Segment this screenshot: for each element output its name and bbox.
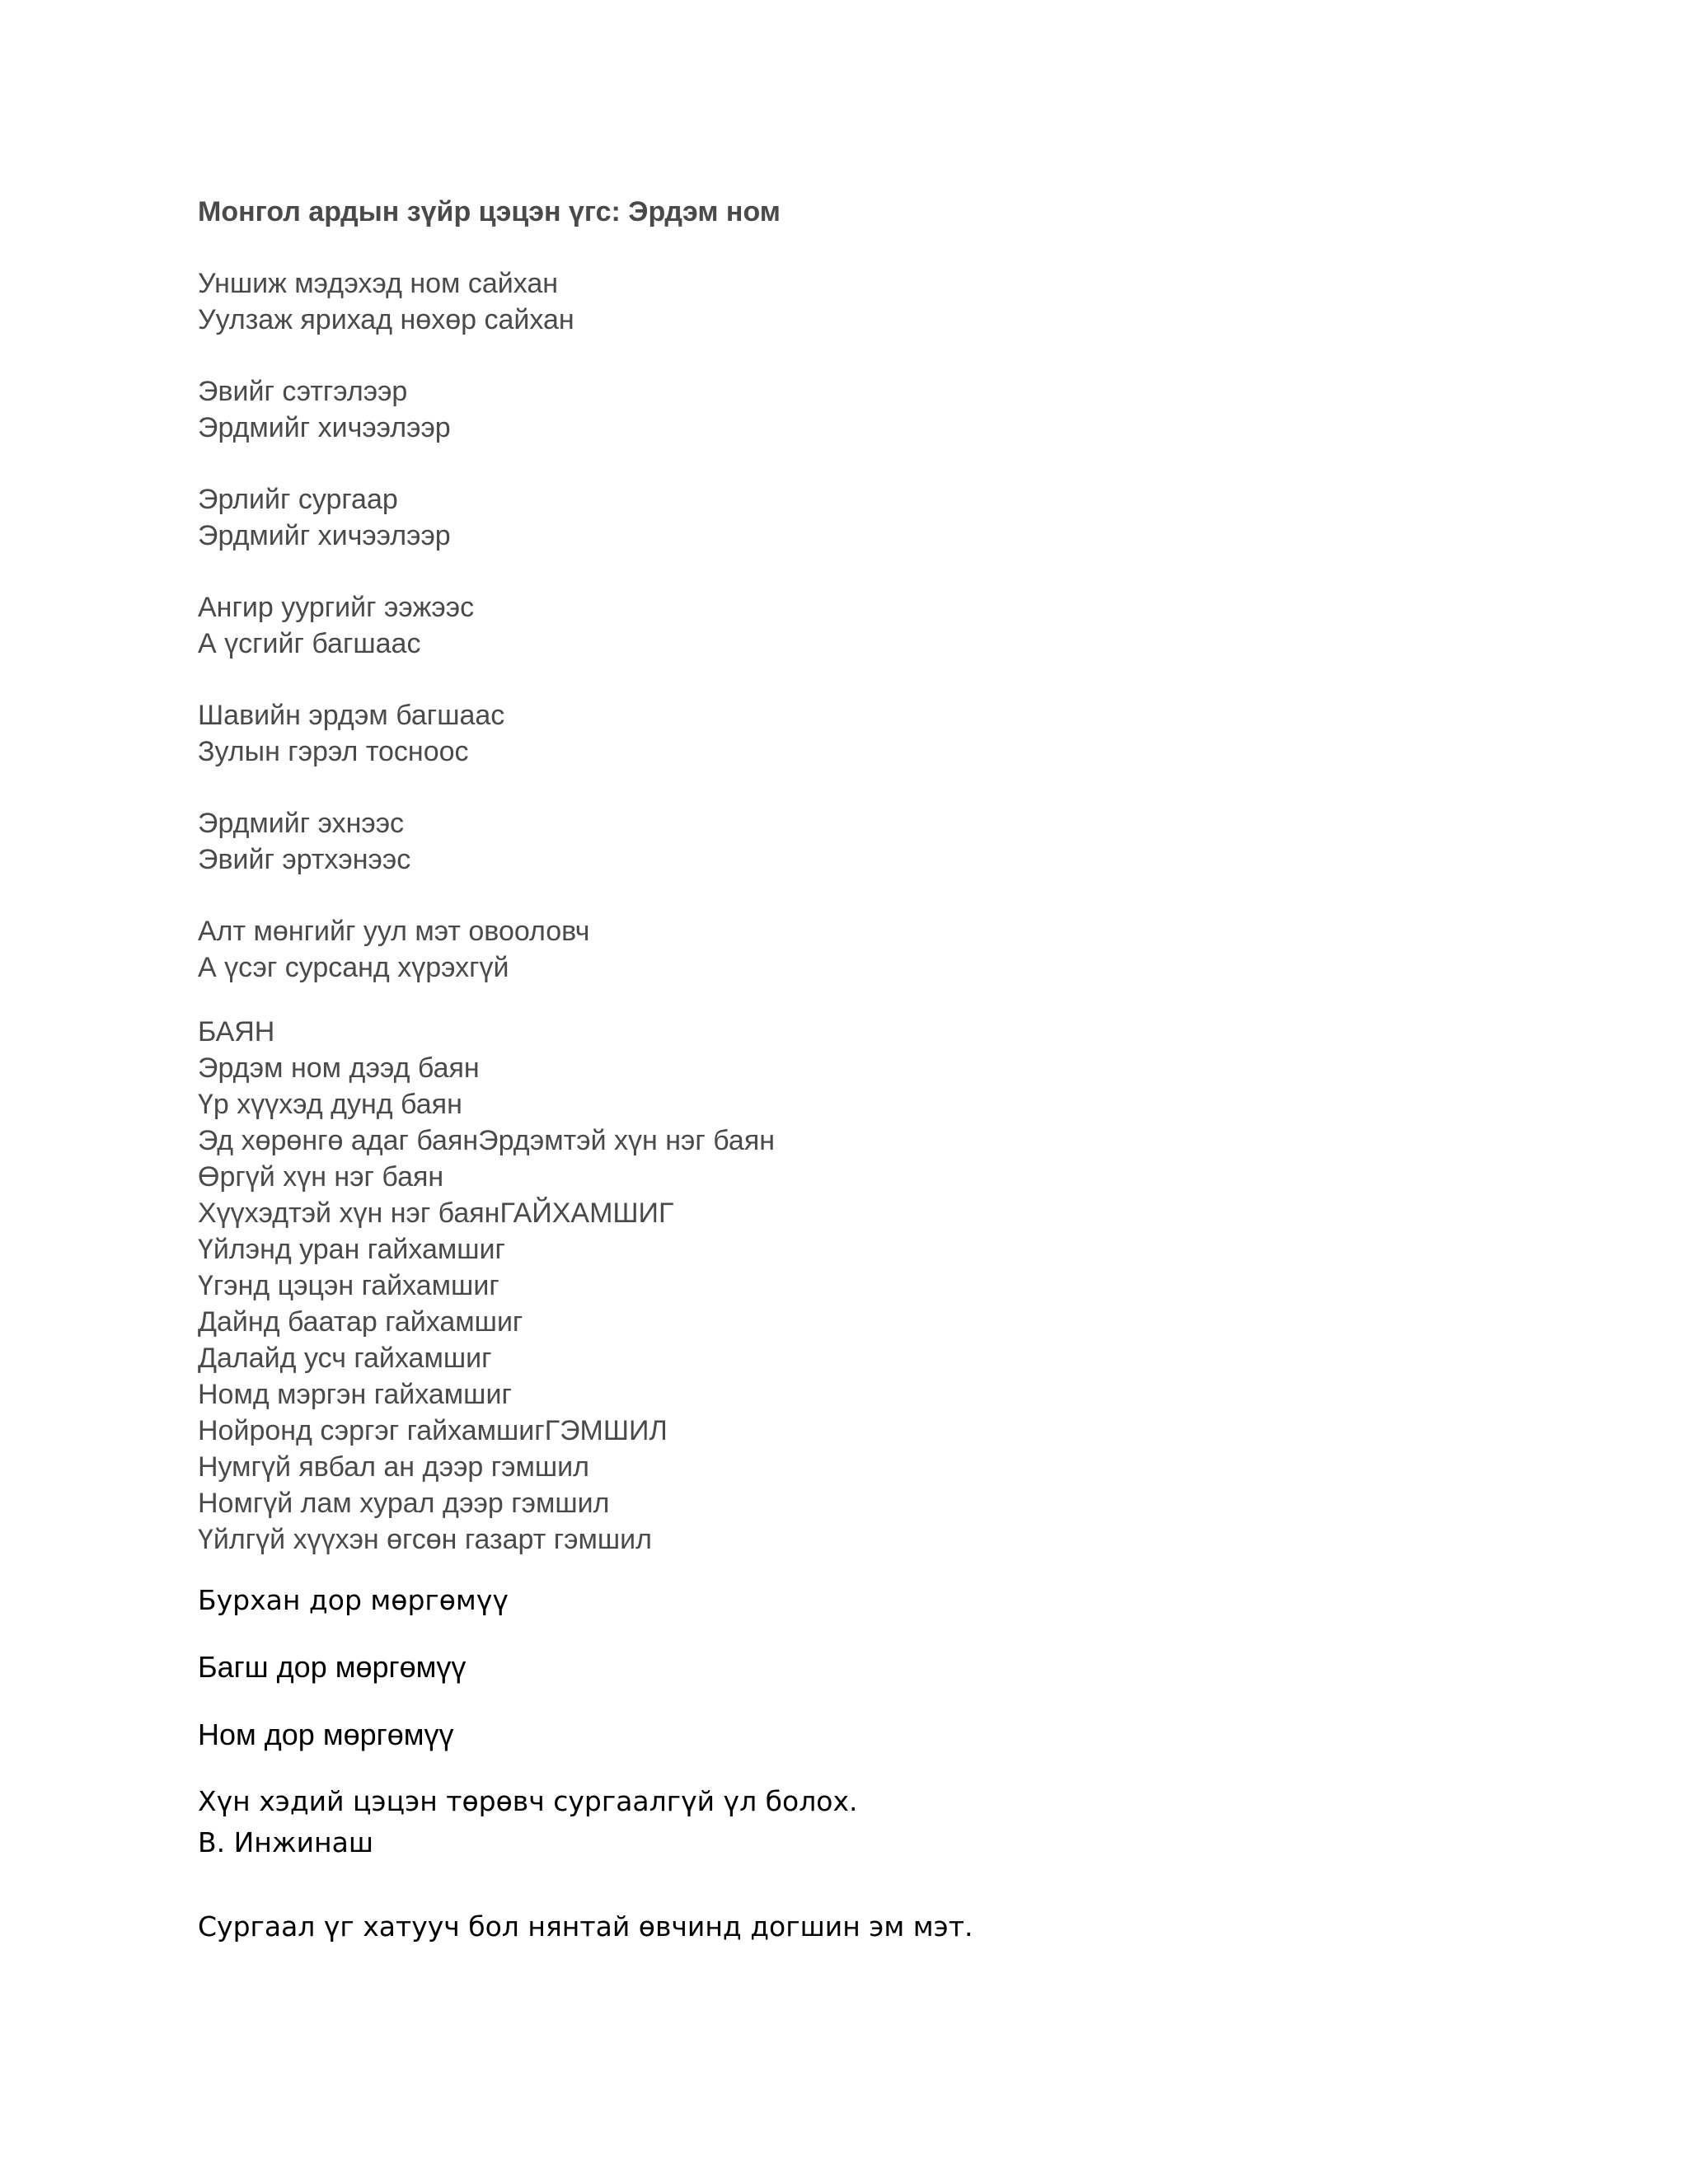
proverb-list [198,1014,775,1558]
stanza-line: Эрлийг сургаар [198,484,398,515]
stanza-line: А үсэг сурсанд хүрэхгүй [198,952,509,983]
stanza-line: Алт мөнгийг уул мэт овооловч [198,916,590,947]
stanza-line: Ангир уургийг ээжээс [198,592,475,623]
stanza-line: Шавийн эрдэм багшаас [198,700,505,731]
stanza-line: Зулын гэрэл тосноос [198,736,469,767]
mergemuu-line-2: Багш дор мөргөмүү [198,1650,467,1684]
stanza-line: Эвийг сэтгэлээр [198,376,408,407]
proverb-line: Үйлэнд уран гайхамшиг [198,1234,505,1265]
proverb-line: Эд хөрөнгө адаг баянЭрдэмтэй хүн нэг баян [198,1125,776,1156]
stanza-6 [198,805,410,878]
proverb-line: Нумгүй явбал ан дээр гэмшил [198,1451,590,1483]
proverb-line: Нойронд сэргэг гайхамшигГЭМШИЛ [198,1415,668,1446]
stanza-3 [198,481,451,554]
stanza-4 [198,589,474,662]
proverb-line: Дайнд баатар гайхамшиг [198,1306,523,1338]
stanza-7 [198,913,589,986]
proverb-line: Далайд усч гайхамшиг [198,1343,492,1374]
stanza-line: Эрдмийг эхнээс [198,808,405,839]
proverb-line: Эрдэм ном дээд баян [198,1052,480,1084]
proverb-line: Номд мэргэн гайхамшиг [198,1379,512,1410]
proverb-line: Үйлгүй хүүхэн өгсөн газарт гэмшил [198,1524,652,1555]
proverb-line: Номгүй лам хурал дээр гэмшил [198,1488,610,1519]
stanza-line: А үсгийг багшаас [198,628,421,659]
stanza-line: Эрдмийг хичээлээр [198,412,451,443]
stanza-line: Уулзаж ярихад нөхөр сайхан [198,304,574,335]
closing-line: Сургаал үг хатууч бол нянтай өвчинд догшин эм мэт. [198,1910,973,1943]
stanza-2 [198,373,451,446]
document-title: Монгол ардын зүйр цэцэн үгс: Эрдэм ном [198,196,781,227]
stanza-5 [198,697,504,770]
mergemuu-line-3: Ном дор мөргөмүү [198,1718,454,1751]
stanza-line: Эвийг эртхэнээс [198,844,411,875]
stanza-line: Эрдмийг хичээлээр [198,520,451,551]
proverb-line: Үгэнд цэцэн гайхамшиг [198,1270,499,1301]
proverb-line: БАЯН [198,1016,275,1047]
stanza-1 [198,265,574,338]
quote-author: В. Инжинаш [198,1826,374,1858]
stanza-line: Уншиж мэдэхэд ном сайхан [198,268,559,299]
quote-text: Хүн хэдий цэцэн төрөвч сургаалгүй үл болох. [198,1785,858,1817]
proverb-line: Өргүй хүн нэг баян [198,1161,444,1193]
proverb-line: Хүүхэдтэй хүн нэг баянГАЙХАМШИГ [198,1197,674,1229]
mergemuu-line-1: Бурхан дор мөргөмүү [198,1584,509,1616]
proverb-line: Үр хүүхэд дунд баян [198,1089,462,1120]
